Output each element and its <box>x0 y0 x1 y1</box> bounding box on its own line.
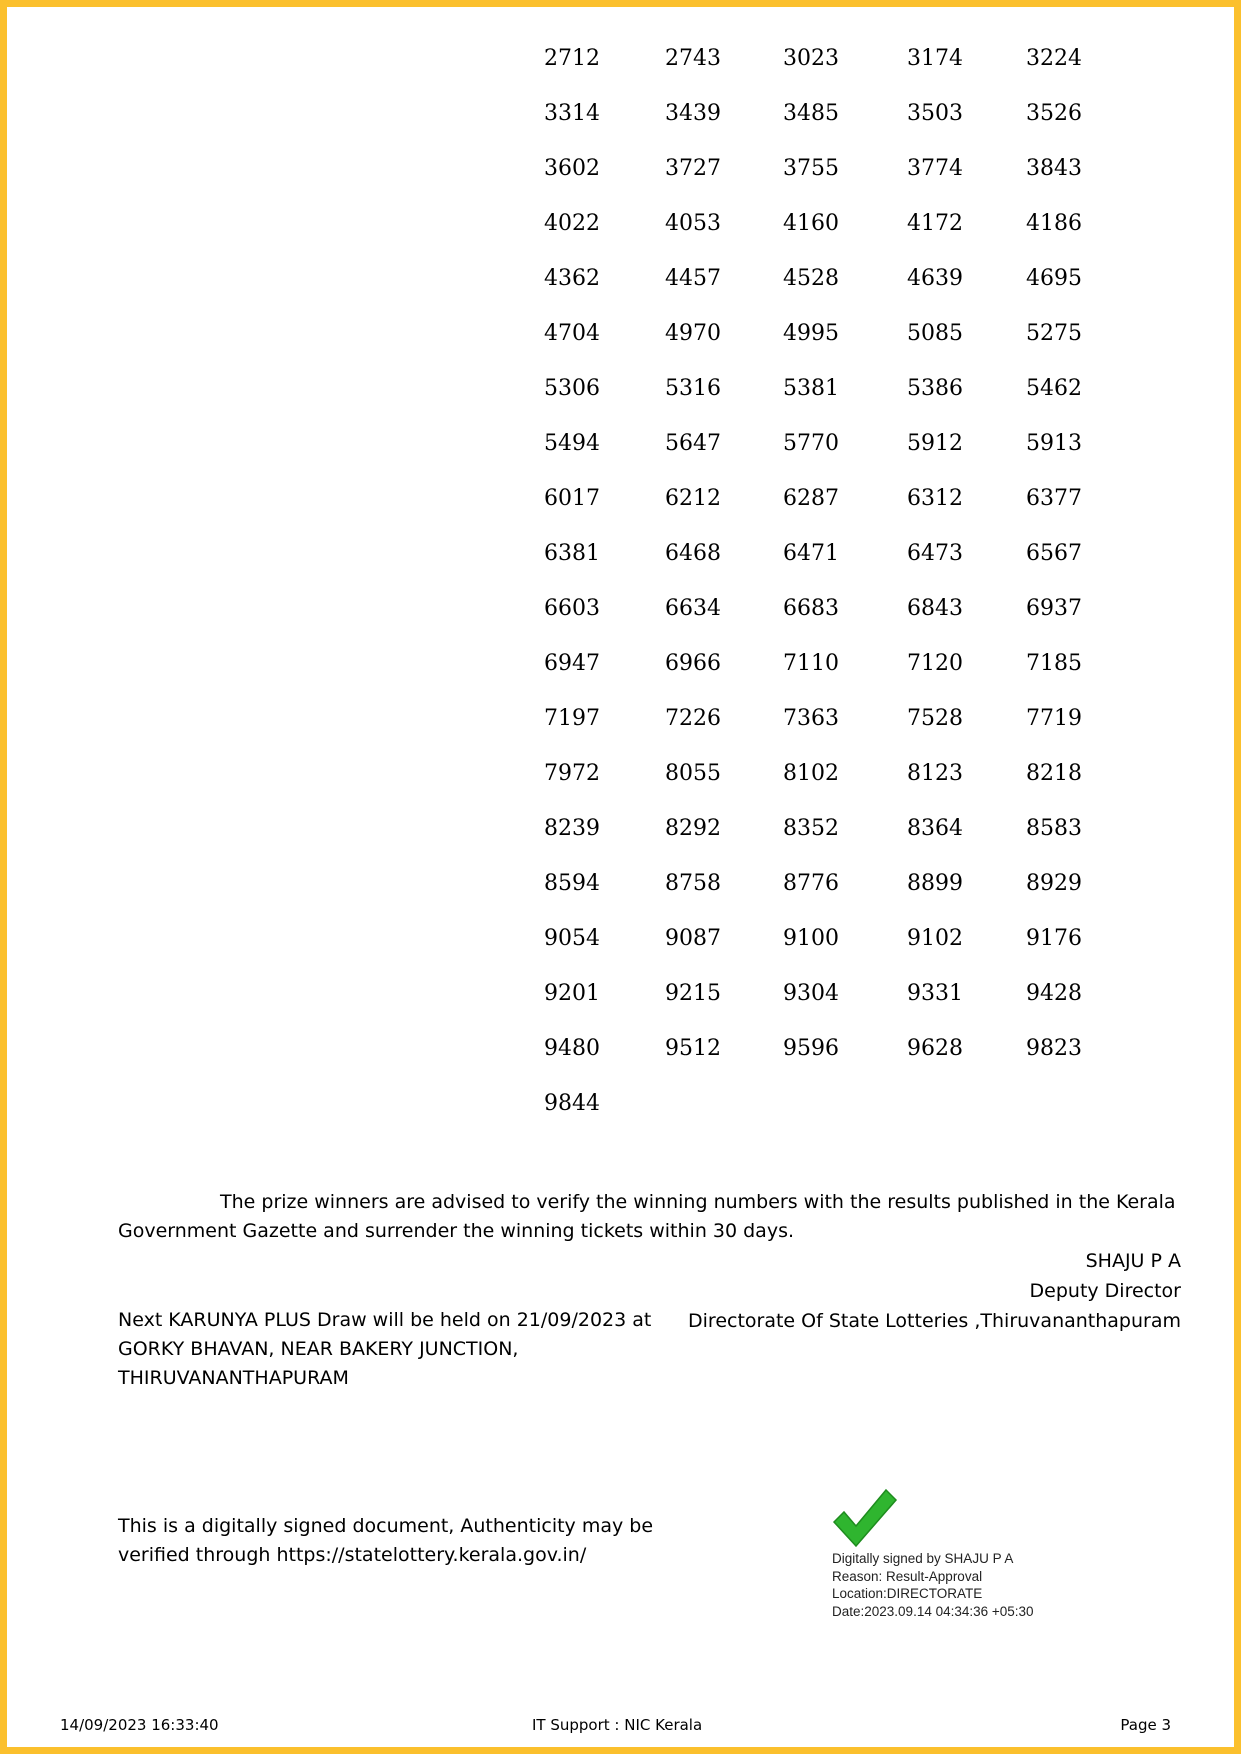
next-draw-city: THIRUVANANTHAPURAM <box>118 1367 349 1389</box>
winning-number: 9480 <box>544 1036 600 1061</box>
verification-notice: The prize winners are advised to verify the winning numbers with the results published in the Kerala Government Gazette and surrender the winning tickets within 30 days. <box>118 1191 1176 1242</box>
winning-number: 9102 <box>907 926 963 951</box>
number-row <box>544 311 1124 366</box>
winning-number: 4186 <box>1026 211 1082 236</box>
next-draw-info <box>118 1306 678 1393</box>
winning-number: 6468 <box>665 541 721 566</box>
winning-number: 4704 <box>544 321 600 346</box>
winning-number: 3439 <box>665 101 721 126</box>
winning-number: 4995 <box>783 321 839 346</box>
winning-number: 2712 <box>544 46 600 71</box>
winning-number: 6287 <box>783 486 839 511</box>
winning-number: 7110 <box>783 651 839 676</box>
winning-number: 7972 <box>544 761 600 786</box>
number-row <box>544 366 1124 421</box>
winning-number: 9215 <box>665 981 721 1006</box>
winning-number: 4457 <box>665 266 721 291</box>
number-row <box>544 586 1124 641</box>
winning-number: 3755 <box>783 156 839 181</box>
winning-number: 3314 <box>544 101 600 126</box>
winning-number: 6471 <box>783 541 839 566</box>
signatory-office: Directorate Of State Lotteries ,Thiruvananthapuram <box>688 1310 1181 1332</box>
stamp-reason: Reason: Result-Approval <box>832 1568 983 1584</box>
winning-number: 7363 <box>783 706 839 731</box>
number-row <box>544 36 1124 91</box>
winning-number: 8583 <box>1026 816 1082 841</box>
winning-number: 9331 <box>907 981 963 1006</box>
winning-number: 6683 <box>783 596 839 621</box>
winning-number: 9596 <box>783 1036 839 1061</box>
winning-number: 5462 <box>1026 376 1082 401</box>
winning-number: 8929 <box>1026 871 1082 896</box>
winning-number: 9201 <box>544 981 600 1006</box>
winning-number: 4022 <box>544 211 600 236</box>
signatory-block <box>688 1246 1181 1336</box>
next-draw-line: Next KARUNYA PLUS Draw will be held on 21/09/2023 at <box>118 1309 652 1331</box>
number-row <box>544 421 1124 476</box>
winning-number: 9844 <box>544 1091 600 1116</box>
winning-number: 9054 <box>544 926 600 951</box>
number-row <box>544 641 1124 696</box>
number-row <box>544 971 1124 1026</box>
number-row <box>544 146 1124 201</box>
winning-number: 3174 <box>907 46 963 71</box>
winning-number: 5275 <box>1026 321 1082 346</box>
footer-timestamp: 14/09/2023 16:33:40 <box>60 1716 219 1734</box>
winning-number: 3602 <box>544 156 600 181</box>
winning-number: 6212 <box>665 486 721 511</box>
winning-number: 5306 <box>544 376 600 401</box>
number-row <box>544 916 1124 971</box>
winning-number: 4053 <box>665 211 721 236</box>
winning-number: 7226 <box>665 706 721 731</box>
winning-number: 8218 <box>1026 761 1082 786</box>
winning-number: 6947 <box>544 651 600 676</box>
winning-number: 3526 <box>1026 101 1082 126</box>
winning-number: 3843 <box>1026 156 1082 181</box>
winning-number: 6312 <box>907 486 963 511</box>
winning-number: 8594 <box>544 871 600 896</box>
winning-number: 9428 <box>1026 981 1082 1006</box>
winning-number: 8899 <box>907 871 963 896</box>
stamp-location: Location:DIRECTORATE <box>832 1586 983 1601</box>
digital-note-line: This is a digitally signed document, Authenticity may be <box>118 1515 654 1537</box>
number-row <box>544 531 1124 586</box>
winning-number: 8352 <box>783 816 839 841</box>
winning-number: 5494 <box>544 431 600 456</box>
winning-number: 2743 <box>665 46 721 71</box>
winning-number: 5913 <box>1026 431 1082 456</box>
winning-number: 3023 <box>783 46 839 71</box>
winning-number: 6567 <box>1026 541 1082 566</box>
number-row <box>544 201 1124 256</box>
winning-number: 8055 <box>665 761 721 786</box>
winning-number: 4362 <box>544 266 600 291</box>
winning-number: 5085 <box>907 321 963 346</box>
winning-number: 6017 <box>544 486 600 511</box>
winning-number: 8123 <box>907 761 963 786</box>
winning-number: 8364 <box>907 816 963 841</box>
winning-number: 5912 <box>907 431 963 456</box>
winning-number: 9176 <box>1026 926 1082 951</box>
winning-number: 7120 <box>907 651 963 676</box>
winning-number: 7528 <box>907 706 963 731</box>
winning-numbers-grid <box>544 36 1124 1136</box>
winning-number: 8239 <box>544 816 600 841</box>
winning-number: 6377 <box>1026 486 1082 511</box>
winning-number: 3485 <box>783 101 839 126</box>
winning-number: 3503 <box>907 101 963 126</box>
winning-number: 5316 <box>665 376 721 401</box>
signatory-designation: Deputy Director <box>1029 1280 1181 1302</box>
stamp-signed-by: Digitally signed by SHAJU P A <box>832 1551 1014 1566</box>
winning-number: 3224 <box>1026 46 1082 71</box>
winning-number: 5381 <box>783 376 839 401</box>
number-row <box>544 1026 1124 1081</box>
winning-number: 9304 <box>783 981 839 1006</box>
winning-number: 4639 <box>907 266 963 291</box>
winning-number: 6473 <box>907 541 963 566</box>
winning-number: 8776 <box>783 871 839 896</box>
winning-number: 7197 <box>544 706 600 731</box>
winning-number: 9512 <box>665 1036 721 1061</box>
number-row <box>544 751 1124 806</box>
winning-number: 6843 <box>907 596 963 621</box>
number-row <box>544 91 1124 146</box>
signatory-name: SHAJU P A <box>1085 1250 1181 1272</box>
winning-number: 9823 <box>1026 1036 1082 1061</box>
number-row <box>544 696 1124 751</box>
winning-number: 9628 <box>907 1036 963 1061</box>
winning-number: 7719 <box>1026 706 1082 731</box>
winning-number: 4970 <box>665 321 721 346</box>
number-row <box>544 1081 1124 1136</box>
winning-number: 6966 <box>665 651 721 676</box>
digital-signature-stamp <box>832 1488 1092 1620</box>
winning-number: 8292 <box>665 816 721 841</box>
stamp-date: Date:2023.09.14 04:34:36 +05:30 <box>832 1603 1034 1619</box>
footer-support: IT Support : NIC Kerala <box>532 1716 703 1734</box>
winning-number: 9087 <box>665 926 721 951</box>
digital-note-url: verified through https://statelottery.kerala.gov.in/ <box>118 1544 587 1566</box>
winning-number: 6381 <box>544 541 600 566</box>
winning-number: 5770 <box>783 431 839 456</box>
digital-signature-note <box>118 1512 678 1570</box>
footer-page-number: Page 3 <box>1120 1716 1171 1734</box>
winning-number: 5386 <box>907 376 963 401</box>
winning-number: 4172 <box>907 211 963 236</box>
winning-number: 9100 <box>783 926 839 951</box>
winning-number: 3774 <box>907 156 963 181</box>
winning-number: 6603 <box>544 596 600 621</box>
winning-number: 6937 <box>1026 596 1082 621</box>
winning-number: 6634 <box>665 596 721 621</box>
number-row <box>544 861 1124 916</box>
winning-number: 4160 <box>783 211 839 236</box>
winning-number: 7185 <box>1026 651 1082 676</box>
winning-number: 8758 <box>665 871 721 896</box>
next-draw-venue: GORKY BHAVAN, NEAR BAKERY JUNCTION, <box>118 1338 519 1360</box>
number-row <box>544 256 1124 311</box>
winning-number: 8102 <box>783 761 839 786</box>
number-row <box>544 806 1124 861</box>
winning-number: 3727 <box>665 156 721 181</box>
winning-number: 5647 <box>665 431 721 456</box>
winning-number: 4528 <box>783 266 839 291</box>
checkmark-icon <box>832 1488 898 1548</box>
winning-number: 4695 <box>1026 266 1082 291</box>
number-row <box>544 476 1124 531</box>
